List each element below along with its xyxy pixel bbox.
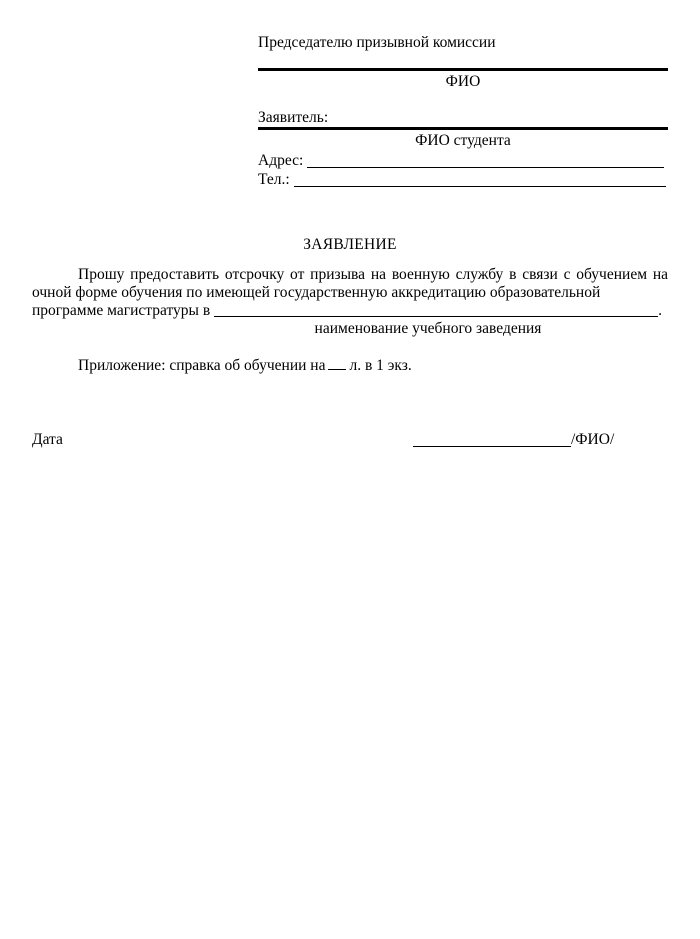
address-row: [258, 152, 664, 170]
institution-blank-line: [214, 302, 658, 317]
program-line-prefix: программе магистратуры в: [32, 301, 211, 319]
document-header: [258, 34, 668, 189]
phone-row: [258, 171, 666, 189]
applicant-fio-rule: [258, 127, 668, 130]
signature-blank-line: [413, 432, 571, 447]
institution-caption: наименование учебного заведения: [314, 320, 542, 337]
address-label: Адрес:: [258, 152, 304, 170]
request-body: [32, 266, 668, 319]
signature-block: [413, 431, 614, 449]
fio-caption: ФИО: [445, 72, 481, 90]
date-label: Дата: [32, 431, 63, 448]
phone-blank-line: [294, 172, 666, 187]
applicant-label: Заявитель:: [258, 108, 329, 126]
request-paragraph: Прошу предоставить отсрочку от призыва на военную службу в связи с обучением на очной форме обучения по имеющей государственную аккредитацию образовательной: [32, 266, 668, 301]
phone-label: Тел.:: [258, 171, 290, 189]
attachment-prefix: Приложение: справка об обучении на: [78, 357, 326, 374]
addressee-line: Председателю призывной комиссии: [258, 34, 496, 51]
program-line-suffix: .: [658, 301, 663, 319]
address-blank-line: [307, 153, 664, 168]
program-line: [32, 302, 668, 320]
signature-fio: /ФИО/: [571, 431, 615, 448]
document-title: ЗАЯВЛЕНИЕ: [303, 236, 397, 253]
student-fio-caption: ФИО студента: [415, 132, 511, 150]
attachment-line: [78, 357, 412, 375]
attachment-suffix: л. в 1 экз.: [349, 357, 412, 374]
page-count-blank: [328, 357, 346, 370]
addressee-fio-rule: [258, 68, 668, 71]
